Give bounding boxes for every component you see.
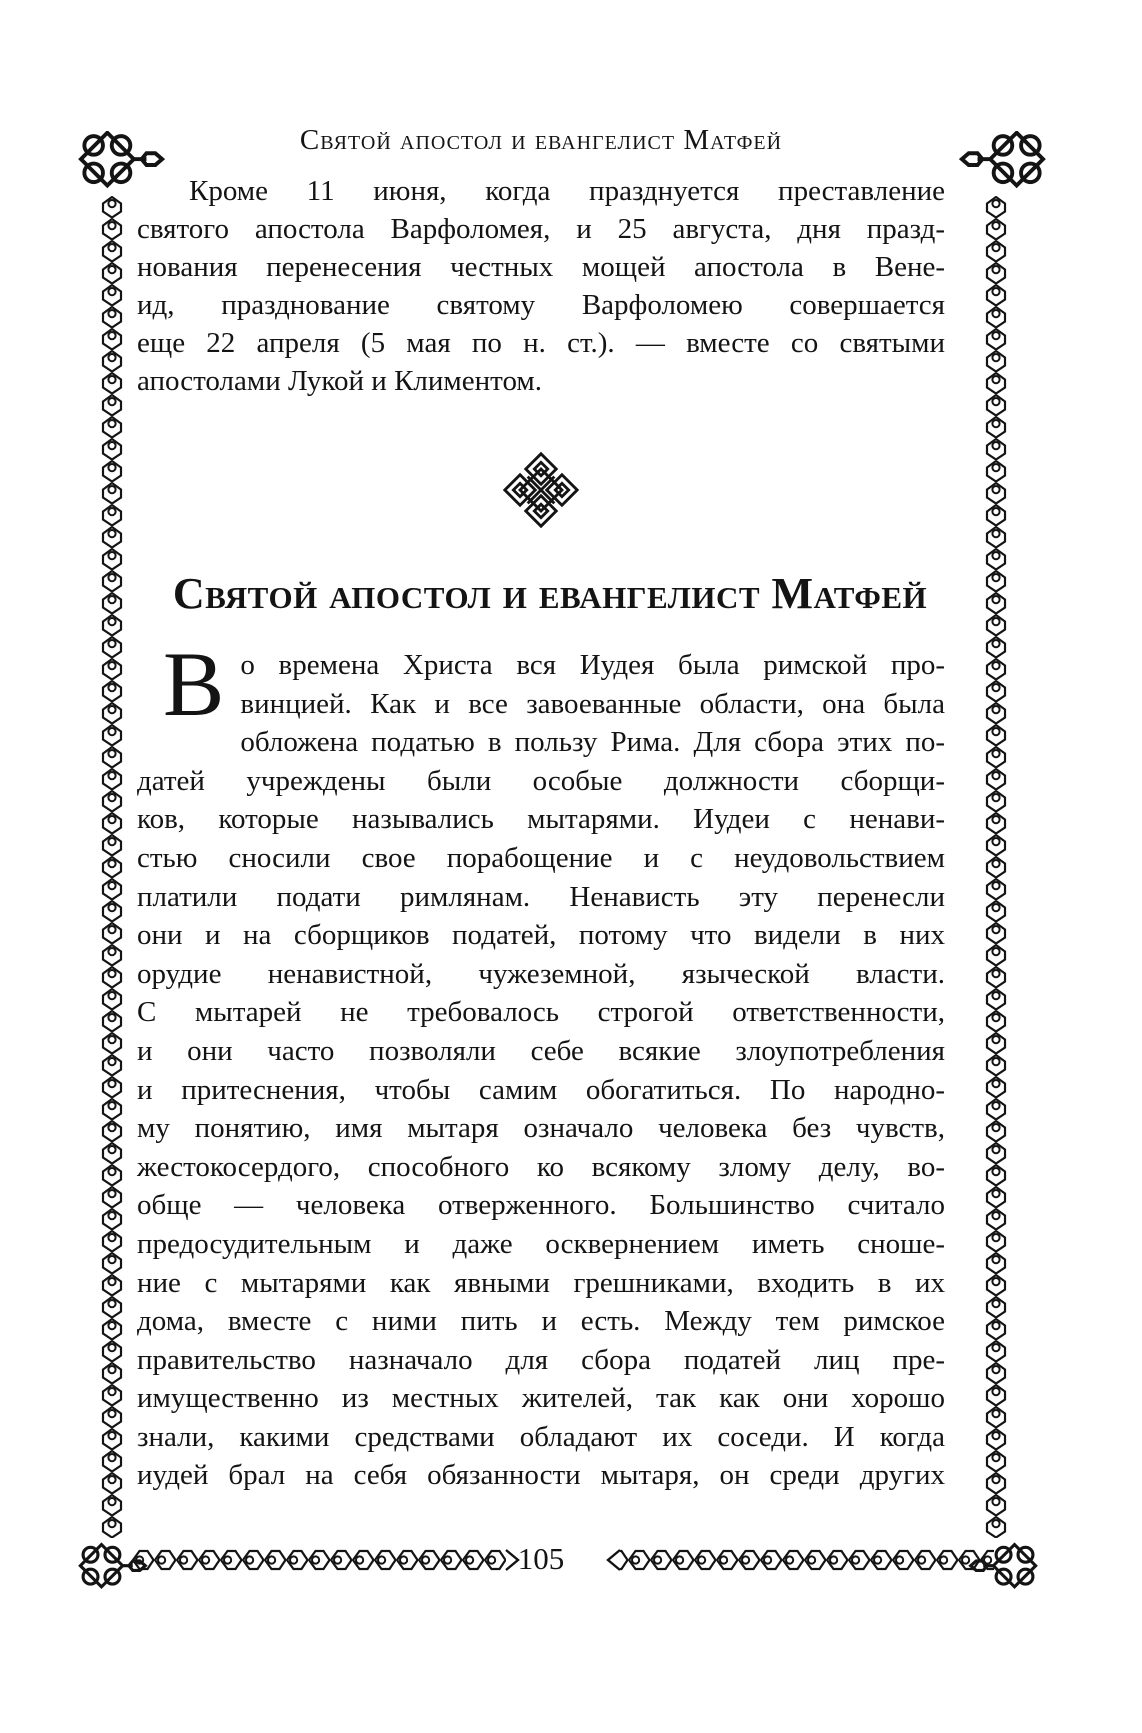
text-line: дома, вместе с ними пить и есть. Между тем римское bbox=[137, 1305, 945, 1338]
text-line: апостолами Лукой и Климентом. bbox=[137, 365, 542, 397]
intro-paragraph bbox=[137, 172, 945, 400]
section-heading: Святой апостол и евангелист Матфей bbox=[172, 569, 928, 618]
text-line: святого апостола Варфоломея, и 25 августа, дня празд- bbox=[137, 213, 945, 245]
text-line: имущественно из местных жителей, так как они хорошо bbox=[137, 1382, 945, 1415]
text-line: предосудительным и даже осквернением иметь сноше- bbox=[137, 1227, 945, 1260]
text-line: ков, которые назывались мытарями. Иудеи с ненави- bbox=[137, 803, 945, 836]
text-line: правительство назначало для сбора податей лиц пре- bbox=[137, 1343, 945, 1376]
text-line: ид, празднование святому Варфоломею совершается bbox=[137, 289, 945, 321]
text-line: жестокосердого, способного ко всякому злому делу, во- bbox=[137, 1150, 945, 1183]
corner-knot-bottom-right-icon bbox=[966, 1532, 1038, 1590]
endless-knot-icon bbox=[501, 450, 581, 530]
drop-cap: В bbox=[163, 633, 225, 735]
text-line: С мытарей не требовалось строгой ответственности, bbox=[137, 996, 945, 1029]
running-head: Святой апостол и евангелист Матфей bbox=[299, 124, 783, 156]
page-number: 105 bbox=[517, 1541, 565, 1576]
text-line: они и на сборщиков податей, потому что видели в них bbox=[137, 919, 945, 952]
border-chain-right bbox=[982, 196, 1008, 1538]
intro-lines bbox=[137, 172, 945, 362]
body-paragraph bbox=[137, 633, 945, 1495]
text-line: знали, какими средствами обладают их соседи. И когда bbox=[137, 1420, 945, 1453]
text-line: датей учреждены были особые должности сборщи- bbox=[137, 764, 945, 797]
text-line: орудие ненавистной, чужеземной, языческой власти. bbox=[137, 957, 945, 990]
text-line: обложена податью в пользу Рима. Для сбора этих по- bbox=[240, 726, 945, 759]
text-line: иудей брал на себя обязанности мытаря, он среди других bbox=[137, 1459, 945, 1492]
text-line: ние с мытарями как явными грешниками, входить в их bbox=[137, 1266, 945, 1299]
text-line: еще 22 апреля (5 мая по н. ст.). — вместе со святыми bbox=[137, 327, 945, 359]
text-line: Кроме 11 июня, когда празднуется преставление bbox=[189, 175, 945, 207]
text-line: обще — человека отверженного. Большинство считало bbox=[137, 1189, 945, 1222]
text-line: му понятию, имя мытаря означало человека без чувств, bbox=[137, 1112, 945, 1145]
section-divider bbox=[137, 450, 945, 535]
body-lines bbox=[137, 633, 945, 1495]
text-line: и они часто позволяли себе всякие злоупотребления bbox=[137, 1034, 945, 1067]
text-line: и притеснения, чтобы самим обогатиться. По народно- bbox=[137, 1073, 945, 1106]
text-line: нования перенесения честных мощей апостола в Вене- bbox=[137, 251, 945, 283]
corner-knot-top-right-icon bbox=[956, 131, 1046, 199]
text-line: стью сносили свое порабощение и с неудовольствием bbox=[137, 841, 945, 874]
border-chain-left bbox=[98, 196, 124, 1538]
text-line: о времена Христа вся Иудея была римской про- bbox=[240, 649, 945, 681]
text-line: платили подати римлянам. Ненависть эту перенесли bbox=[137, 880, 945, 913]
text-line: винцией. Как и все завоеванные области, она была bbox=[240, 687, 945, 720]
